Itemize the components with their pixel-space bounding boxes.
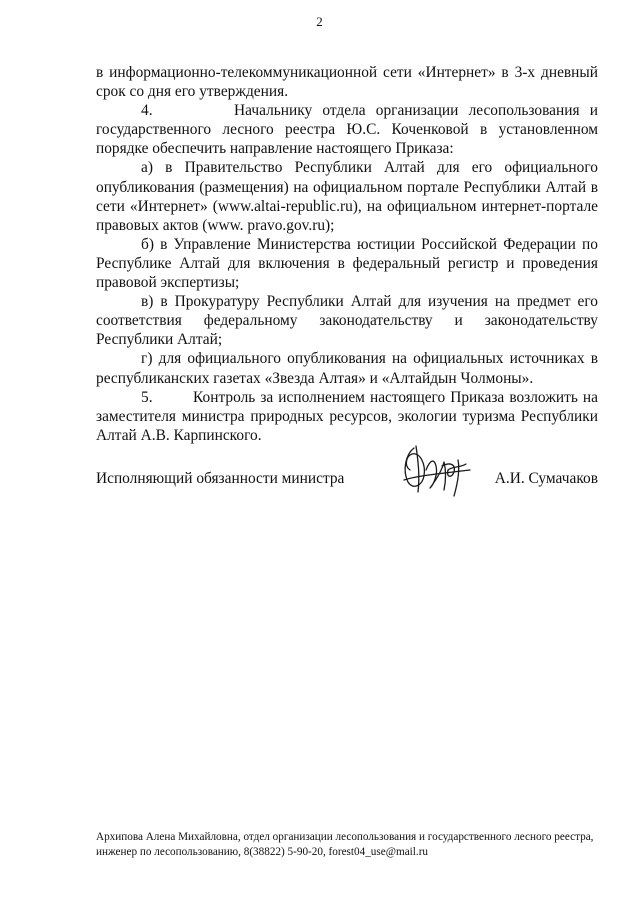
paragraph-publication-term: в информационно-телекоммуникационной сети «Интернет» в 3-х дневный срок со дня его утверждения.: [96, 64, 598, 101]
paragraph-item-4g: г) для официального опубликования на официальных источниках в республиканских газетах «Звезда Алтая» и «Алтайдын Чолмоны».: [96, 350, 598, 387]
page-number: 2: [316, 14, 323, 29]
signatory-title: Исполняющий обязанности министра: [96, 470, 345, 487]
paragraph-item-4a: а) в Правительство Республики Алтай для его официального опубликования (размещения) на официальном портале Республики Алтай в сети «Интернет» (www.altai-republic.ru), на официальном интернет-портале правовых актов (www. pravo.gov.ru);: [96, 159, 598, 234]
footer-executor-line-2: инженер по лесопользованию, 8(38822) 5-90-20, forest04_use@mail.ru: [96, 846, 429, 858]
signature-block: [96, 440, 598, 520]
paragraph-item-5: 5. Контроль за исполнением настоящего Приказа возложить на заместителя министра природных ресурсов, экологии туризма Республики Алтай А.В. Карпинского.: [96, 388, 598, 444]
signatory-name: А.И. Сумачаков: [494, 470, 598, 487]
paragraph-item-4: 4. Начальнику отдела организации лесопользования и государственного лесного реестра Ю.С. Коченковой в установленном порядке обеспечить направление настоящего Приказа:: [96, 102, 598, 158]
paragraph-item-4v: в) в Прокуратуру Республики Алтай для изучения на предмет его соответствия федеральному законодательству и законодательству Республики Алтай;: [96, 293, 598, 349]
document-body: [96, 63, 598, 445]
handwritten-signature: [396, 440, 476, 502]
footer-executor-line-1: Архипова Алена Михайловна, отдел организации лесопользования и государственного лесного реестра,: [96, 831, 594, 843]
document-footer: [96, 830, 616, 860]
paragraph-item-4b: б) в Управление Министерства юстиции Российской Федерации по Республике Алтай для включения в федеральный регистр и проведения правовой экспертизы;: [96, 235, 598, 292]
